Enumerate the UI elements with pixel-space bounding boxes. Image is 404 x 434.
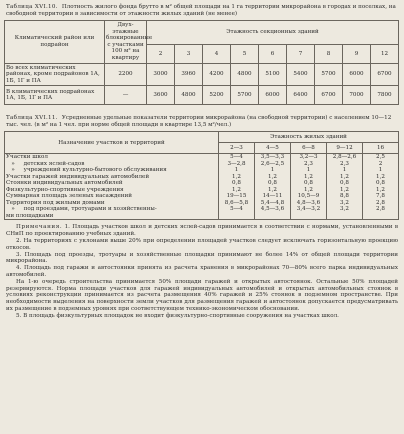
table2-value: 1,2 [340,186,349,193]
table2-value: 1,2 [304,186,313,193]
table2-floor-header: 4—5 [255,143,291,154]
table1-value-cell: — [105,86,147,105]
table2-value: 2 [378,160,383,167]
table1-value-cell: 6000 [343,63,371,86]
list-item: Участки школ [6,154,48,161]
table2-value: 2,8—2,6 [332,154,357,161]
table2-value: 1,2 [268,186,277,193]
table2-value: 0,8 [304,180,313,187]
list-item: Физкультурно-спортивные учреждения [6,186,124,193]
table1-value-cell: 3000 [147,63,175,86]
table2-value: 3,4—3,2 [296,206,321,213]
table1-floor-header: 9 [343,45,371,63]
table1-floor-header: 5 [231,45,259,63]
table1-region-cell: Во всех климатических районах, кроме подрайонов 1А, 1Б, 1Г и ПА [5,63,105,86]
note-paragraph: 4. Площадь под гаражи и автостоянки принята из расчета хранения в микрорайонах 70—80% всего парка индивидуальных автомобилей. [6,265,398,278]
table2-header-name: Назначение участков и территорий [5,132,219,154]
table2-value: 3,2 [340,199,349,206]
table1-value-cell: 2200 [105,63,147,86]
table2-caption-text: Усредненные удельные показатели территории микрорайона (на свободной территории) с населением 10—12 тыс. чел. (в м² на 1 чел. при норме общей площади в квартире 13,5 м²/чел.) [6,115,392,129]
table2-value: 1 [378,167,383,174]
table2-value: 1,2 [232,186,241,193]
table2-number: Таблица XVI.11. [6,115,58,122]
table1-value-cell: 5700 [231,86,259,105]
table2-value: 0,8 [268,180,277,187]
table2-caption [4,115,400,129]
table2-value: 2,6—2,5 [260,160,285,167]
table2-value-column [363,154,399,220]
table1-value-cell: 7800 [371,86,399,105]
table2-value: 19—15 [226,193,247,200]
table1-floor-header: 3 [175,45,203,63]
table1-caption [4,4,400,18]
table2-value: 1,2 [304,173,313,180]
table2-floor-header: 16 [363,143,399,154]
list-item: Территория под жилыми домами [6,199,105,206]
table1-header-region: Климатический район или подрайон [5,21,105,64]
table1-value-cell: 4200 [203,63,231,86]
table2-value: 1,2 [376,186,385,193]
note-text: 1. Площадь участков школ и детских яслей-садов принимается в соответствии с нормами, установленными в СНиП по проектированию учебных зданий. [6,224,398,238]
table1-number: Таблица XVI.10. [6,4,58,10]
note-paragraph: 3. Площадь под проезды, тротуары и хозяйственные площадки принимают не более 14% от общей площади территории микрорайона. [6,251,398,265]
table2-value: 2,3 [304,160,313,167]
table2-value: 2,3 [340,160,349,167]
table2-value: 1,2 [268,173,277,180]
table2-value: 14—11 [262,193,283,200]
table2-value: 3,2—3 [299,154,318,161]
table-row [5,154,399,220]
list-item: Стоянки индивидуальных автомобилей [6,180,123,187]
table1-floor-header: 2 [147,45,175,63]
table1-value-cell: 3960 [175,63,203,86]
table2-value: 4,8—3,6 [296,199,321,206]
table2-value: 1 [270,167,275,174]
list-item: Суммарная площадь зеленых насаждений [6,193,132,200]
table1-value-cell: 4800 [175,86,203,105]
table2-value [328,213,361,220]
table2-value: 5—4 [230,154,243,161]
table1-header-two-storey: Двух-этажные блокированные с участками 100 м² на квартиру [105,21,147,64]
table2-value: 0,8 [340,180,349,187]
table2-value [256,213,289,220]
table1-value-cell: 6700 [315,86,343,105]
table2-value: 8,8 [340,193,349,200]
table2-floor-header: 9—12 [327,143,363,154]
density-table [4,20,399,105]
table-row [5,63,399,86]
list-item: » учреждений культурно-бытового обслуживания [6,167,167,174]
table2-floor-header: 2—3 [219,143,255,154]
territory-table [4,131,399,220]
table2-value: 1,2 [232,173,241,180]
table1-value-cell: 6400 [287,86,315,105]
table2-value: 8,6—5,8 [224,199,249,206]
table2-value [220,213,253,220]
table-row [5,86,399,105]
table1-value-cell: 3600 [147,86,175,105]
table2-value-column [255,154,291,220]
table2-value: 10,5—9 [297,193,320,200]
table1-value-cell: 5700 [315,63,343,86]
table1-value-cell: 5100 [259,63,287,86]
table2-value: 1 [342,167,347,174]
notes-section [4,224,400,319]
table2-value-column [327,154,363,220]
note-paragraph: 2. На территориях с уклонами выше 20% при определении площадей участков следует исключать горизонтальную проекцию откосов. [6,237,398,251]
note-paragraph: 5. В площадь физкультурных площадок не входит физкультурно-спортивные сооружения на участках школ. [16,312,339,319]
table2-value: 0,8 [232,180,241,187]
table2-value: 2,8 [376,206,385,213]
table2-name-column [5,154,219,220]
list-item: Участки гаражей индивидуальных автомобилей [6,173,150,180]
table1-floor-header: 8 [315,45,343,63]
table1-region-cell: В климатических подрайонах 1А, 1Б, 1Г и ПА [5,86,105,105]
table1-value-cell: 6000 [259,86,287,105]
table2-value [292,213,325,220]
table2-value: 2,8 [376,199,385,206]
table1-caption-text: Плотность жилого фонда брутто в м² общей площади на 1 га территории микрорайона в городах и поселках, на свободной территории в зависимости от этажности жилых зданий (не менее) [6,4,396,17]
table1-floor-header: 4 [203,45,231,63]
table2-value [364,213,397,220]
table1-header-floors: Этажность секционных зданий [147,21,399,45]
list-item: » под проездами, тротуарами и хозяйственны- [6,206,157,213]
table2-value: 1,2 [376,173,385,180]
table2-value: 3,5—3,3 [260,154,285,161]
note-paragraph [6,224,398,238]
table2-value: 3,2 [340,206,349,213]
table2-value: 4,5—3,6 [260,206,285,213]
table1-value-cell: 5200 [203,86,231,105]
table2-value: 5—4 [230,206,243,213]
document-page [4,4,400,320]
table1-value-cell: 6700 [371,63,399,86]
table1-floor-header: 12 [371,45,399,63]
table2-value: 7,8 [376,193,385,200]
table2-value: 1,2 [340,173,349,180]
table1-value-cell: 5400 [287,63,315,86]
table2-value-column [291,154,327,220]
table2-value: 2,5 [376,154,385,161]
table2-value: 1 [306,167,311,174]
table1-floor-header: 7 [287,45,315,63]
note-paragraph: На 1-ю очередь строительства принимается 50% площади гаражей и открытых автостоянок. Остальные 50% площадей резервируются. Норма площади участков для гаражей индивидуальных автомобилей и открытых автомобильных стоянок в условиях реконструкции принимается из расчета размещения 40% гаражей и 25% стоянок в подземном пространстве. При необходимости выделения на поверхности земли участков для размещения гаражей и автостоянок допускается предусматривать их размещение в подземных уровнях при соответствующем технико-экономическом обосновании. [6,278,398,312]
table2-value: 1 [234,167,239,174]
table2-value: 5,4—4,8 [260,199,285,206]
table2-header-floors: Этажность жилых зданий [219,132,399,143]
list-item: » детских яслей-садов [6,160,85,167]
table2-floor-header: 6—8 [291,143,327,154]
table2-value: 0,8 [376,180,385,187]
table1-floor-header: 6 [259,45,287,63]
table1-value-cell: 4800 [231,63,259,86]
table2-value: 3—2,8 [227,160,246,167]
table1-value-cell: 7000 [343,86,371,105]
table2-value-column [219,154,255,220]
notes-title: Примечания. [16,224,63,231]
list-item: ми площадками [6,212,54,219]
